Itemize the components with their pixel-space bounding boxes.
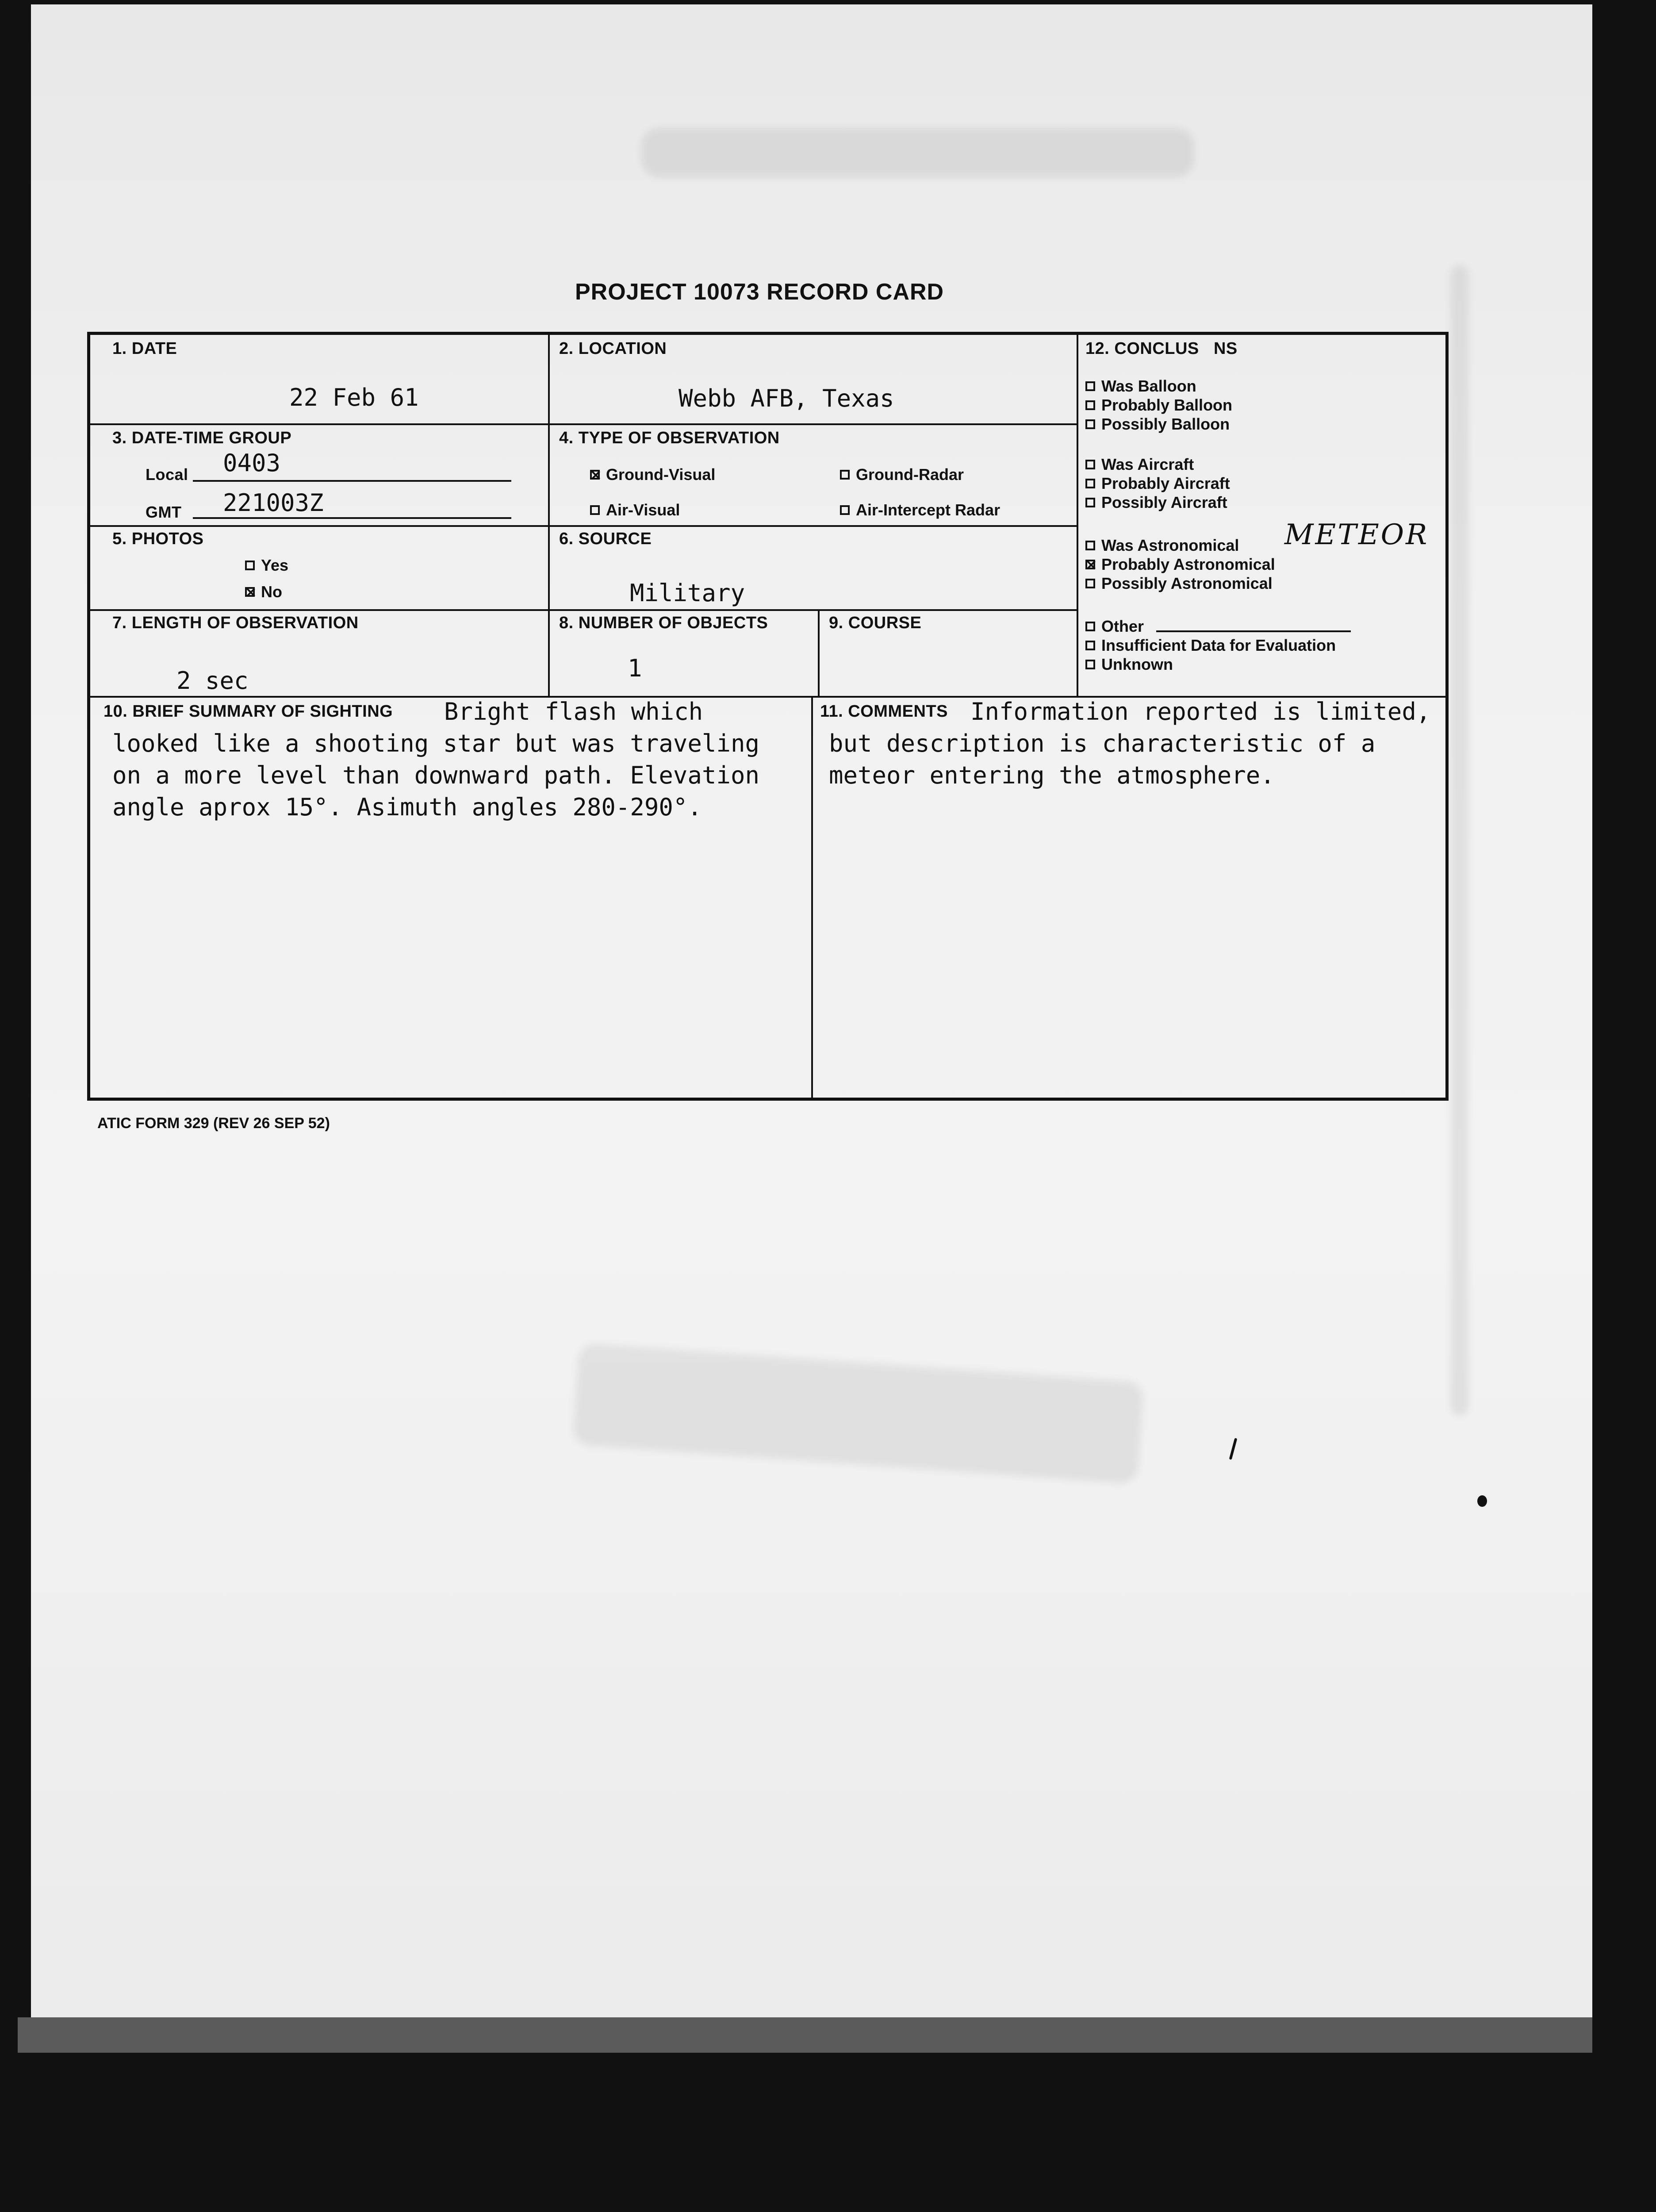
sheet-edge-shadow (18, 2017, 1592, 2053)
comments-line: meteor entering the atmosphere. (829, 761, 1275, 789)
brief-summary-label: 10. BRIEF SUMMARY OF SIGHTING (104, 702, 393, 721)
conclusion-probably-aircraft[interactable]: Probably Aircraft (1085, 474, 1230, 493)
ink-speck (1477, 1495, 1487, 1507)
checkbox-checked-icon (245, 587, 255, 597)
conclusion-probably-astronomical[interactable]: Probably Astronomical (1085, 555, 1275, 574)
checkbox-icon (590, 505, 600, 515)
checkbox-icon (1085, 479, 1095, 488)
photos-label: 5. PHOTOS (112, 530, 204, 548)
conclusion-possibly-balloon[interactable]: Possibly Balloon (1085, 415, 1230, 434)
checkbox-icon (245, 561, 255, 570)
conclusion-possibly-aircraft[interactable]: Possibly Aircraft (1085, 493, 1227, 512)
checkbox-icon (1085, 419, 1095, 429)
length-of-observation-label: 7. LENGTH OF OBSERVATION (112, 614, 359, 632)
show-through-smudge (1451, 265, 1468, 1416)
conclusion-unknown[interactable]: Unknown (1085, 655, 1173, 674)
brief-summary-line: on a more level than downward path. Elevation (112, 761, 759, 789)
brief-summary-first-line: Bright flash which (444, 698, 703, 726)
date-time-group-label: 3. DATE-TIME GROUP (112, 429, 292, 447)
conclusions-label: 12. CONCLUS NS (1085, 339, 1238, 358)
conclusion-other[interactable]: Other (1085, 617, 1144, 636)
conclusion-probably-balloon[interactable]: Probably Balloon (1085, 396, 1232, 415)
checkbox-icon (1085, 460, 1095, 469)
option-ground-visual[interactable]: Ground-Visual (590, 465, 715, 484)
checkbox-icon (1085, 381, 1095, 391)
comments-label: 11. COMMENTS (820, 702, 948, 721)
conclusion-possibly-astronomical[interactable]: Possibly Astronomical (1085, 574, 1273, 593)
checkbox-icon (1085, 541, 1095, 550)
checkbox-icon (1085, 641, 1095, 650)
option-air-visual[interactable]: Air-Visual (590, 501, 680, 519)
photos-yes-option[interactable]: Yes (245, 556, 288, 575)
checkbox-icon (1085, 498, 1095, 507)
checkbox-checked-icon (1085, 560, 1095, 569)
record-card-form (87, 332, 1449, 1101)
conclusion-was-astronomical[interactable]: Was Astronomical (1085, 536, 1239, 555)
gmt-label: GMT (146, 503, 182, 521)
local-time-value: 0403 (223, 449, 281, 477)
date-label: 1. DATE (112, 339, 177, 358)
comments-first-line: Information reported is limited, (970, 698, 1431, 726)
brief-summary-line: angle aprox 15°. Asimuth angles 280-290°. (112, 793, 702, 821)
number-of-objects-value: 1 (628, 654, 642, 682)
checkbox-icon (840, 470, 850, 480)
comments-line: but description is characteristic of a (829, 730, 1376, 757)
checkbox-checked-icon (590, 470, 600, 480)
option-air-intercept-radar[interactable]: Air-Intercept Radar (840, 501, 1000, 519)
location-value: Webb AFB, Texas (678, 384, 894, 412)
local-label: Local (146, 465, 188, 484)
brief-summary-line: looked like a shooting star but was traveling (112, 730, 759, 757)
conclusion-was-aircraft[interactable]: Was Aircraft (1085, 455, 1194, 474)
observation-type-label: 4. TYPE OF OBSERVATION (559, 429, 780, 447)
conclusion-insufficient-data[interactable]: Insufficient Data for Evaluation (1085, 636, 1336, 655)
location-label: 2. LOCATION (559, 339, 667, 358)
card-title: PROJECT 10073 RECORD CARD (575, 279, 944, 305)
show-through-smudge (641, 128, 1194, 177)
checkbox-icon (840, 505, 850, 515)
checkbox-icon (1085, 400, 1095, 410)
source-label: 6. SOURCE (559, 530, 652, 548)
form-identifier: ATIC FORM 329 (REV 26 SEP 52) (97, 1115, 330, 1132)
option-ground-radar[interactable]: Ground-Radar (840, 465, 964, 484)
checkbox-icon (1085, 660, 1095, 669)
length-of-observation-value: 2 sec (176, 667, 249, 695)
checkbox-icon (1085, 622, 1095, 631)
number-of-objects-label: 8. NUMBER OF OBJECTS (559, 614, 768, 632)
gmt-time-value: 221003Z (223, 489, 324, 517)
date-value: 22 Feb 61 (289, 384, 419, 411)
photos-no-option[interactable]: No (245, 583, 282, 601)
conclusion-was-balloon[interactable]: Was Balloon (1085, 377, 1196, 396)
handwritten-meteor-note: METEOR (1284, 518, 1429, 551)
checkbox-icon (1085, 579, 1095, 588)
source-value: Military (630, 579, 745, 607)
course-label: 9. COURSE (829, 614, 922, 632)
